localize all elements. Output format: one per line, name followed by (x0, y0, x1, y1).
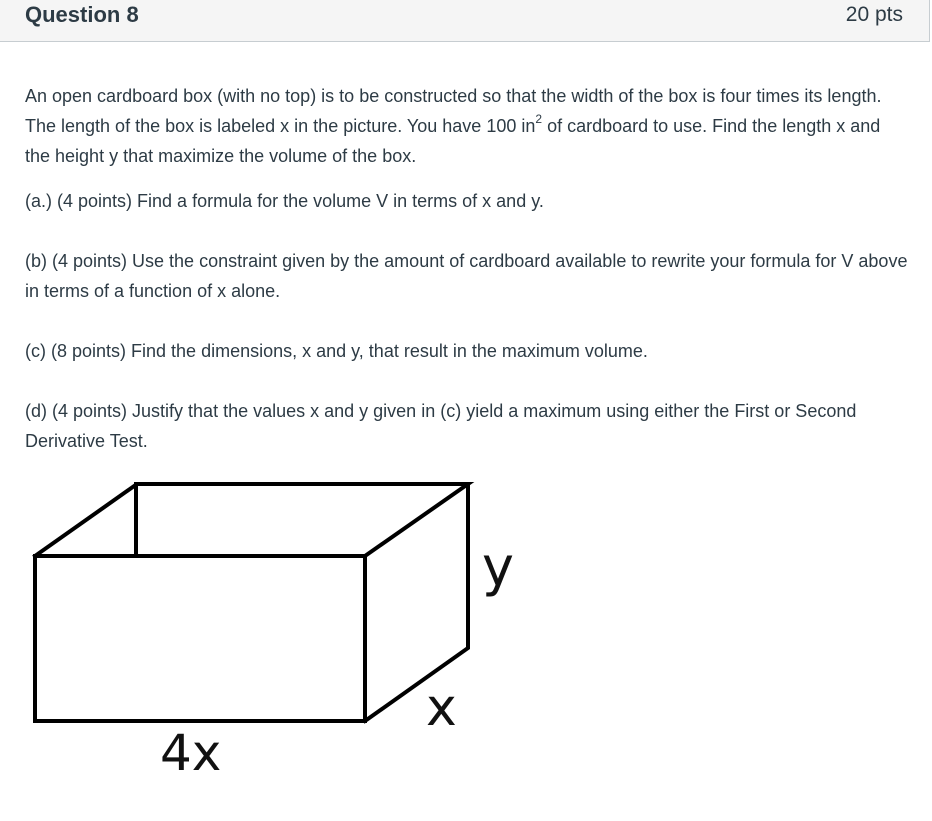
part-c: (c) (8 points) Find the dimensions, x and y, that result in the maximum volume. (25, 341, 648, 361)
intro-text-2: of cardboard to use. Find the length x and the height y that maximize the volume of the box. (25, 116, 881, 166)
box-top-edges (35, 484, 468, 556)
intro-text-1: An open cardboard box (with no top) is to be constructed so that the width of the box is four times its length. The length of the box is labeled x in the picture. You have 100 in (25, 86, 882, 136)
question-body (25, 81, 910, 486)
width-label: 4x (160, 724, 222, 782)
question-title: Question 8 (25, 2, 139, 27)
question-header (0, 0, 930, 42)
part-d: (d) (4 points) Justify that the values x and y given in (c) yield a maximum using either the First or Second Derivative Test. (25, 401, 857, 451)
box-front-face (35, 556, 365, 721)
box-diagram (0, 470, 600, 800)
box-figure (0, 470, 600, 800)
intro-superscript: 2 (535, 112, 543, 126)
part-a: (a.) (4 points) Find a formula for the volume V in terms of x and y. (25, 191, 544, 211)
height-label: y (482, 535, 514, 598)
length-label: x (426, 678, 457, 738)
question-points: 20 pts (845, 3, 903, 26)
part-b: (b) (4 points) Use the constraint given by the amount of cardboard available to rewrite your formula for V above in terms of a function of x alone. (25, 251, 908, 301)
problem-intro (25, 81, 910, 171)
